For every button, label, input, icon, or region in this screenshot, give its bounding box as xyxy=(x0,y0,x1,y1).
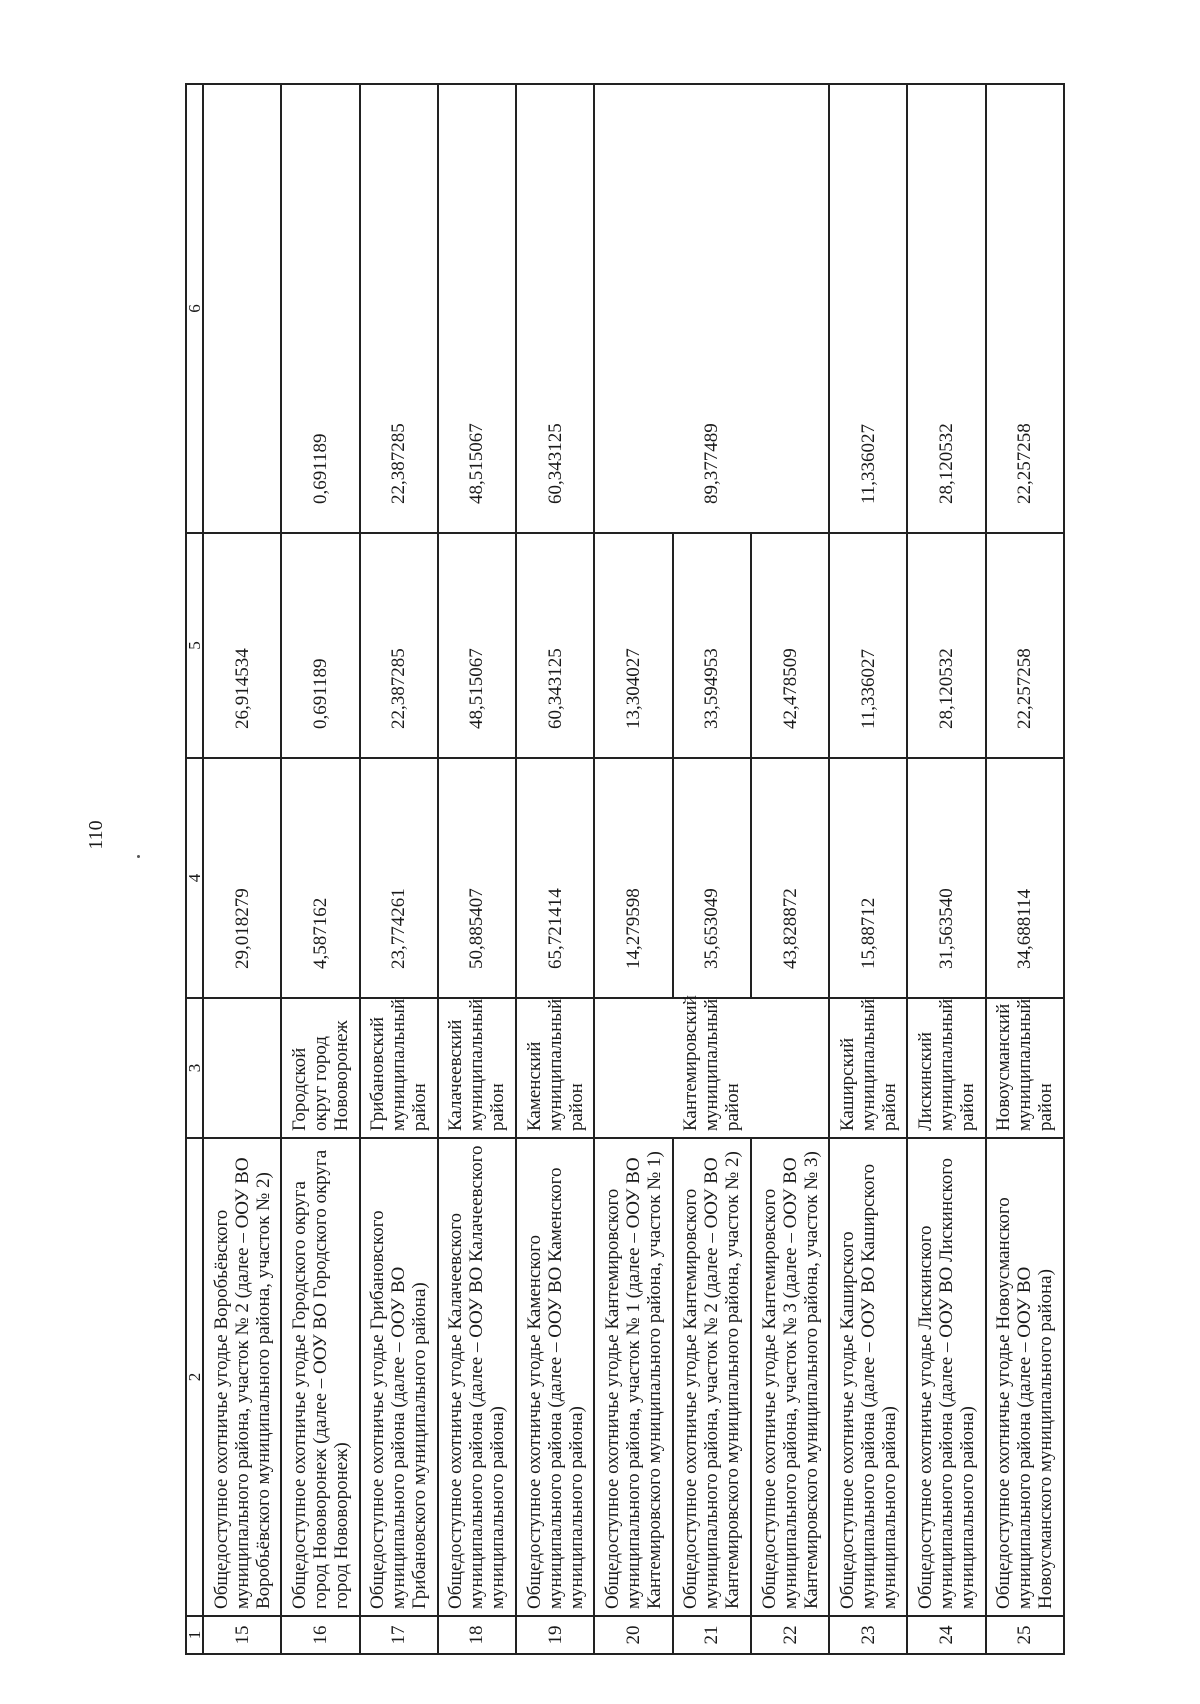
column-header-2: 2 xyxy=(186,1138,203,1616)
value-col4: 35,653049 xyxy=(673,758,751,998)
hunting-ground-name: Общедоступное охотничье угодье Кантемировского муниципального района, участок № 1 (далее – ООУ ВО Кантемировского муниципального района, участок № 1) xyxy=(594,1138,672,1616)
value-col5: 22,257258 xyxy=(986,533,1064,758)
rotated-table-container xyxy=(185,85,1065,1655)
district-name: Городской округ город Нововоронеж xyxy=(281,998,359,1138)
value-col4: 34,688114 xyxy=(986,758,1064,998)
hunting-ground-name: Общедоступное охотничье угодье Новоусманского муниципального района (далее – ООУ ВО Новоусманского муниципального района) xyxy=(986,1138,1064,1616)
row-number: 21 xyxy=(673,1616,751,1654)
table-row xyxy=(438,84,516,1654)
table-row xyxy=(907,84,985,1654)
table-row xyxy=(281,84,359,1654)
value-col6: 28,120532 xyxy=(907,84,985,533)
column-header-4: 4 xyxy=(186,758,203,998)
table-row xyxy=(829,84,907,1654)
value-col6: 22,257258 xyxy=(986,84,1064,533)
hunting-ground-name: Общедоступное охотничье угодье Кантемировского муниципального района, участок № 3 (далее – ООУ ВО Кантемировского муниципального района, участок № 3) xyxy=(751,1138,829,1616)
value-col5: 11,336027 xyxy=(829,533,907,758)
district-cell-empty xyxy=(203,998,281,1138)
hunting-ground-name: Общедоступное охотничье угодье Калачеевского муниципального района (далее – ООУ ВО Калачеевского муниципального района) xyxy=(438,1138,516,1616)
value-col5: 26,914534 xyxy=(203,533,281,758)
scan-speck xyxy=(137,855,140,858)
value-col5: 22,387285 xyxy=(360,533,438,758)
hunting-ground-name: Общедоступное охотничье угодье Каменского муниципального района (далее – ООУ ВО Каменского муниципального района) xyxy=(516,1138,594,1616)
district-name: Новоусманский муниципальный район xyxy=(986,998,1064,1138)
value-col4: 31,563540 xyxy=(907,758,985,998)
column-header-3: 3 xyxy=(186,998,203,1138)
district-name: Каширский муниципальный район xyxy=(829,998,907,1138)
hunting-ground-name: Общедоступное охотничье угодье Кантемировского муниципального района, участок № 2 (далее – ООУ ВО Кантемировского муниципального района, участок № 2) xyxy=(673,1138,751,1616)
value-col6-empty xyxy=(203,84,281,533)
value-col5: 33,594953 xyxy=(673,533,751,758)
value-col5: 42,478509 xyxy=(751,533,829,758)
row-number: 24 xyxy=(907,1616,985,1654)
row-number: 17 xyxy=(360,1616,438,1654)
column-header-1: 1 xyxy=(186,1616,203,1654)
column-header-5: 5 xyxy=(186,533,203,758)
table-row xyxy=(516,84,594,1654)
table-row xyxy=(360,84,438,1654)
value-col4: 43,828872 xyxy=(751,758,829,998)
column-header-6: 6 xyxy=(186,84,203,533)
page-number: 110 xyxy=(85,820,107,850)
value-col4: 15,88712 xyxy=(829,758,907,998)
value-col5: 48,515067 xyxy=(438,533,516,758)
hunting-ground-name: Общедоступное охотничье угодье Грибановского муниципального района (далее – ООУ ВО Грибановского муниципального района) xyxy=(360,1138,438,1616)
value-col6-merged: 89,377489 xyxy=(594,84,829,533)
row-number: 19 xyxy=(516,1616,594,1654)
row-number: 22 xyxy=(751,1616,829,1654)
table-row xyxy=(986,84,1064,1654)
row-number: 20 xyxy=(594,1616,672,1654)
district-name: Лискинский муниципальный район xyxy=(907,998,985,1138)
row-number: 15 xyxy=(203,1616,281,1654)
value-col4: 23,774261 xyxy=(360,758,438,998)
value-col5: 28,120532 xyxy=(907,533,985,758)
value-col4: 65,721414 xyxy=(516,758,594,998)
value-col4: 14,279598 xyxy=(594,758,672,998)
hunting-ground-name: Общедоступное охотничье угодье Лискинского муниципального района (далее – ООУ ВО Лискинского муниципального района) xyxy=(907,1138,985,1616)
value-col6: 22,387285 xyxy=(360,84,438,533)
hunting-grounds-table xyxy=(185,83,1065,1655)
value-col4: 50,885407 xyxy=(438,758,516,998)
row-number: 23 xyxy=(829,1616,907,1654)
row-number: 25 xyxy=(986,1616,1064,1654)
value-col6: 11,336027 xyxy=(829,84,907,533)
row-number: 18 xyxy=(438,1616,516,1654)
district-name: Каменский муниципальный район xyxy=(516,998,594,1138)
header-row xyxy=(186,84,203,1654)
district-name: Калачеевский муниципальный район xyxy=(438,998,516,1138)
value-col6: 0,691189 xyxy=(281,84,359,533)
value-col5: 60,343125 xyxy=(516,533,594,758)
hunting-ground-name: Общедоступное охотничье угодье Каширского муниципального района (далее – ООУ ВО Каширского муниципального района) xyxy=(829,1138,907,1616)
value-col5: 13,304027 xyxy=(594,533,672,758)
value-col5: 0,691189 xyxy=(281,533,359,758)
value-col6: 60,343125 xyxy=(516,84,594,533)
value-col4: 4,587162 xyxy=(281,758,359,998)
value-col4: 29,018279 xyxy=(203,758,281,998)
value-col6: 48,515067 xyxy=(438,84,516,533)
district-name: Грибановский муниципальный район xyxy=(360,998,438,1138)
district-name-merged: Кантемировский муниципальный район xyxy=(594,998,829,1138)
table-row xyxy=(203,84,281,1654)
table-row xyxy=(594,84,672,1654)
hunting-ground-name: Общедоступное охотничье угодье Воробьёвского муниципального района, участок № 2 (далее – ООУ ВО Воробьёвского муниципального района, участок № 2) xyxy=(203,1138,281,1616)
row-number: 16 xyxy=(281,1616,359,1654)
hunting-ground-name: Общедоступное охотничье угодье Городского округа город Нововоронеж (далее – ООУ ВО Городского округа город Нововоронеж) xyxy=(281,1138,359,1616)
